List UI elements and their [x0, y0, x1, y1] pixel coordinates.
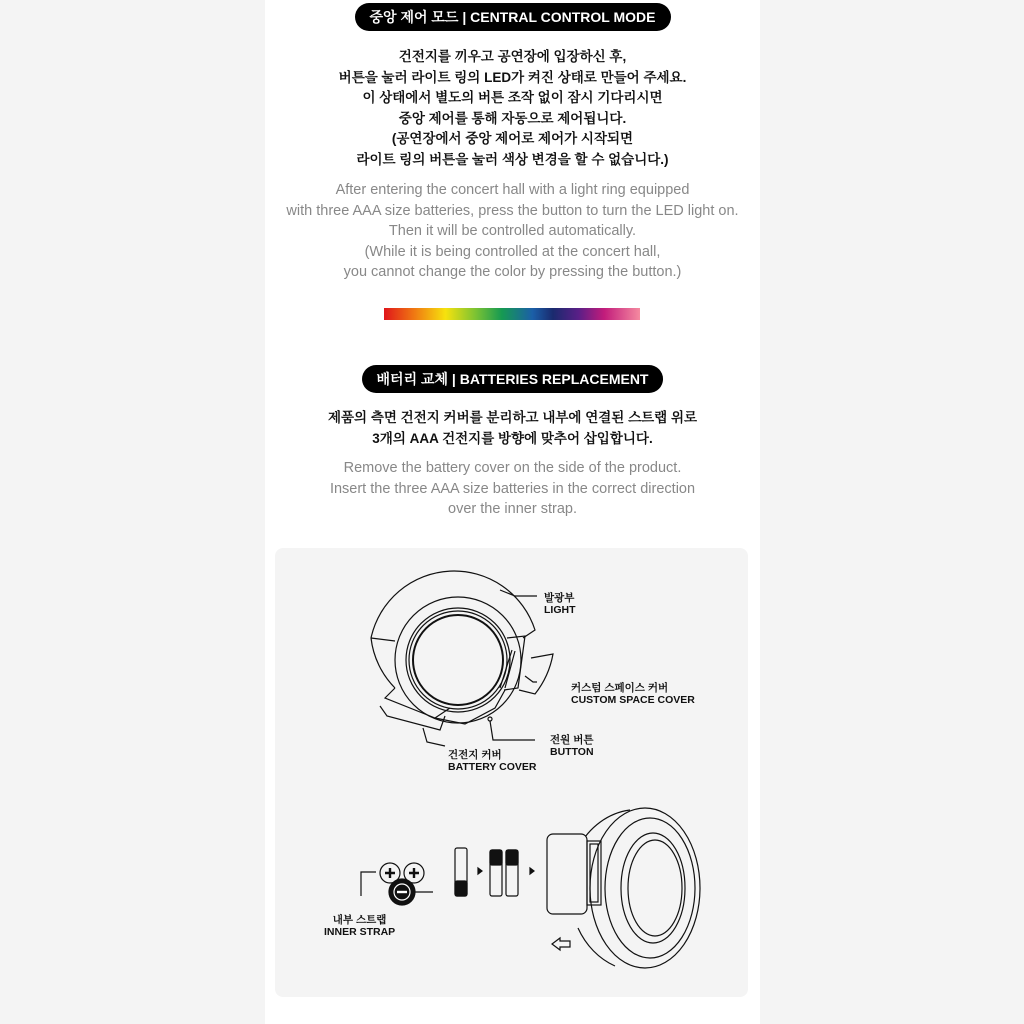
- text-line: Insert the three AAA size batteries in the correct direction: [329, 480, 696, 497]
- central-control-heading: 중앙 제어 모드 | CENTRAL CONTROL MODE: [355, 3, 671, 31]
- central-en-text: [265, 180, 760, 283]
- text-line: 제품의 측면 건전지 커버를 분리하고 내부에 연결된 스트랩 위로: [327, 410, 698, 425]
- text-line: After entering the concert hall with a light ring equipped: [335, 182, 690, 198]
- text-line: Then it will be controlled automatically.: [388, 223, 637, 239]
- battery-cover-label: 건전지 커버 BATTERY COVER: [448, 749, 537, 773]
- text-line: 건전지를 끼우고 공연장에 입장하신 후,: [398, 49, 627, 64]
- text-line: (공연장에서 중앙 제어로 제어가 시작되면: [391, 131, 634, 146]
- exploded-ring-illustration: [371, 571, 553, 746]
- text-line: (While it is being controlled at the concert hall,: [364, 243, 661, 260]
- content-column: [265, 0, 760, 1024]
- text-line: 중앙 제어를 통해 자동으로 제어됩니다.: [398, 110, 627, 126]
- batteries-en-text: [265, 458, 760, 520]
- text-line: 3개의 AAA 건전지를 방향에 맞추어 삽입합니다.: [372, 430, 653, 446]
- text-line: with three AAA size batteries, press the button to turn the LED light on.: [286, 202, 739, 219]
- battery-diagram-panel: [275, 548, 748, 997]
- light-label: 발광부 LIGHT: [544, 592, 576, 616]
- central-ko-text: [265, 47, 760, 170]
- text-line: 라이트 링의 버튼을 눌러 색상 변경을 할 수 없습니다.): [356, 151, 669, 167]
- side-ring-illustration: [547, 808, 700, 968]
- battery-icons: [455, 848, 534, 896]
- batteries-heading: 배터리 교체 | BATTERIES REPLACEMENT: [362, 365, 664, 393]
- text-line: you cannot change the color by pressing the button.): [343, 264, 682, 280]
- text-line: 이 상태에서 별도의 버튼 조작 없이 잠시 기다리시면: [362, 90, 663, 105]
- button-label: 전원 버튼 BUTTON: [550, 734, 594, 758]
- text-line: 버튼을 눌러 라이트 링의 LED가 켜진 상태로 만들어 주세요.: [338, 69, 687, 85]
- inner-strap-label: 내부 스트랩 INNER STRAP: [324, 914, 396, 938]
- text-line: over the inner strap.: [448, 501, 577, 517]
- inner-strap-icon: [361, 863, 433, 905]
- batteries-ko-text: [265, 408, 760, 449]
- text-line: Remove the battery cover on the side of the product.: [343, 460, 682, 476]
- rainbow-color-bar: [384, 308, 640, 320]
- custom-space-cover-label: 커스텀 스페이스 커버 CUSTOM SPACE COVER: [571, 682, 695, 706]
